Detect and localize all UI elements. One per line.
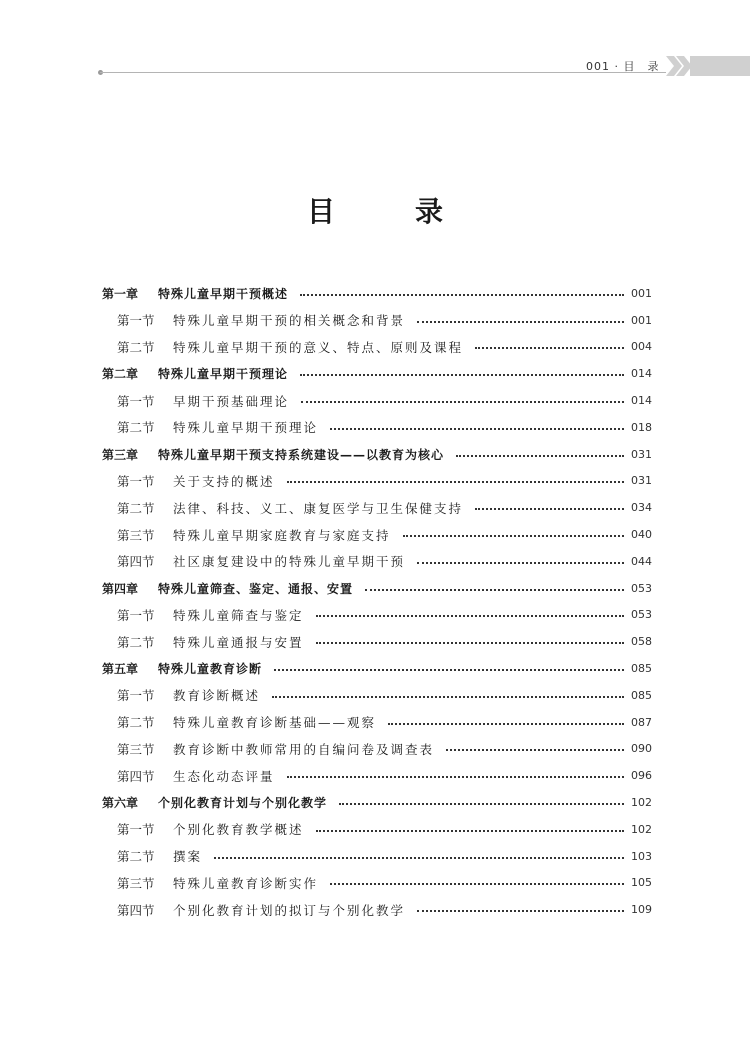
toc-entry-number: 第一节 xyxy=(117,822,155,838)
toc-page-number: 014 xyxy=(631,367,652,381)
toc-entry-number: 第三节 xyxy=(117,741,155,757)
toc-entry-number: 第四章 xyxy=(102,581,139,596)
dot-leader xyxy=(475,507,624,510)
dot-leader xyxy=(339,802,624,805)
toc-entry-number: 第二节 xyxy=(117,339,155,355)
dot-leader xyxy=(287,775,624,778)
toc-page-number: 085 xyxy=(631,662,652,676)
toc-page-number: 058 xyxy=(631,635,652,649)
toc-page-number: 034 xyxy=(631,501,652,515)
toc-page-number: 018 xyxy=(631,420,652,434)
toc-page-number: 105 xyxy=(631,876,652,890)
toc-page-number: 031 xyxy=(631,447,652,461)
dot-leader xyxy=(316,641,624,644)
toc-entry-number: 第二节 xyxy=(117,500,155,516)
dot-leader xyxy=(446,748,624,751)
toc-section-row[interactable] xyxy=(102,628,652,655)
page-title: 目 录 xyxy=(306,195,469,228)
toc-entry-title: 个别化教育计划的拟订与个别化教学 xyxy=(173,902,406,918)
toc-entry-title: 个别化教育教学概述 xyxy=(173,822,304,838)
dot-leader xyxy=(456,454,624,457)
dot-leader xyxy=(475,346,624,349)
toc-section-row[interactable] xyxy=(102,387,652,414)
toc-page-number: 102 xyxy=(631,822,652,836)
dot-leader xyxy=(301,400,624,403)
toc-entry-number: 第一节 xyxy=(117,393,155,409)
toc-entry-number: 第二章 xyxy=(102,367,139,382)
dot-leader xyxy=(316,614,624,617)
dot-leader xyxy=(272,695,624,698)
toc-page-number: 014 xyxy=(631,394,652,408)
toc-entry-title: 特殊儿童早期干预理论 xyxy=(173,420,319,436)
toc-entry-number: 第四节 xyxy=(117,554,155,570)
toc-entry-title: 关于支持的概述 xyxy=(173,473,275,489)
dot-leader xyxy=(214,856,624,859)
toc-section-row[interactable] xyxy=(102,521,652,548)
toc-page-number: 090 xyxy=(631,742,652,756)
toc-entry-number: 第一节 xyxy=(117,688,155,704)
toc-entry-title: 特殊儿童教育诊断 xyxy=(158,662,263,677)
dot-leader xyxy=(417,320,624,323)
toc-entry-title: 法律、科技、义工、康复医学与卫生保健支持 xyxy=(173,500,464,516)
toc-entry-number: 第一节 xyxy=(117,473,155,489)
dot-leader xyxy=(300,373,624,376)
toc-entry-title: 特殊儿童早期干预的相关概念和背景 xyxy=(173,313,406,329)
dot-leader xyxy=(330,427,624,430)
toc-section-row[interactable] xyxy=(102,548,652,575)
toc-entry-number: 第五章 xyxy=(102,662,139,677)
toc-section-row[interactable] xyxy=(102,307,652,334)
toc-page-number: 040 xyxy=(631,528,652,542)
toc-entry-number: 第二节 xyxy=(117,715,155,731)
toc-entry-number: 第四节 xyxy=(117,902,155,918)
table-of-contents xyxy=(102,280,652,923)
toc-page-number: 001 xyxy=(631,286,652,300)
toc-entry-title: 特殊儿童教育诊断实作 xyxy=(173,875,319,891)
toc-entry-number: 第一节 xyxy=(117,313,155,329)
toc-entry-title: 教育诊断中教师常用的自编问卷及调查表 xyxy=(173,741,435,757)
toc-section-row[interactable] xyxy=(102,736,652,763)
toc-chapter-row[interactable] xyxy=(102,789,652,816)
toc-entry-number: 第一章 xyxy=(102,286,139,301)
toc-entry-number: 第二节 xyxy=(117,420,155,436)
toc-section-row[interactable] xyxy=(102,870,652,897)
toc-chapter-row[interactable] xyxy=(102,360,652,387)
toc-section-row[interactable] xyxy=(102,334,652,361)
chevron-right-icon xyxy=(666,56,750,76)
toc-entry-title: 早期干预基础理论 xyxy=(173,393,290,409)
toc-section-row[interactable] xyxy=(102,682,652,709)
toc-entry-title: 特殊儿童早期家庭教育与家庭支持 xyxy=(173,527,391,543)
dot-leader xyxy=(417,561,624,564)
toc-entry-number: 第二节 xyxy=(117,849,155,865)
toc-page-number: 102 xyxy=(631,796,652,810)
toc-entry-title: 特殊儿童早期干预支持系统建设——以教育为核心 xyxy=(158,447,445,462)
header-rule xyxy=(100,72,666,73)
toc-entry-number: 第六章 xyxy=(102,796,139,811)
toc-section-row[interactable] xyxy=(102,896,652,923)
toc-entry-number: 第三节 xyxy=(117,527,155,543)
toc-entry-title: 撰案 xyxy=(173,849,203,865)
toc-section-row[interactable] xyxy=(102,494,652,521)
toc-page-number: 001 xyxy=(631,313,652,327)
toc-entry-number: 第一节 xyxy=(117,607,155,623)
toc-page-number: 096 xyxy=(631,769,652,783)
dot-leader xyxy=(388,722,624,725)
toc-chapter-row[interactable] xyxy=(102,280,652,307)
toc-entry-title: 特殊儿童筛查、鉴定、通报、安置 xyxy=(158,581,354,596)
dot-leader xyxy=(316,829,624,832)
toc-section-row[interactable] xyxy=(102,414,652,441)
toc-entry-title: 教育诊断概述 xyxy=(173,688,261,704)
toc-chapter-row[interactable] xyxy=(102,441,652,468)
dot-leader xyxy=(330,882,624,885)
dot-leader xyxy=(287,480,624,483)
toc-entry-number: 第三章 xyxy=(102,447,139,462)
dot-leader xyxy=(403,534,624,537)
toc-page-number: 053 xyxy=(631,608,652,622)
toc-page-number: 053 xyxy=(631,581,652,595)
toc-section-row[interactable] xyxy=(102,709,652,736)
toc-page-number: 109 xyxy=(631,903,652,917)
toc-chapter-row[interactable] xyxy=(102,575,652,602)
toc-entry-title: 特殊儿童筛查与鉴定 xyxy=(173,607,304,623)
toc-section-row[interactable] xyxy=(102,843,652,870)
toc-entry-title: 特殊儿童通报与安置 xyxy=(173,634,304,650)
dot-leader xyxy=(365,588,624,591)
toc-section-row[interactable] xyxy=(102,816,652,843)
dot-leader xyxy=(274,668,624,671)
toc-entry-number: 第三节 xyxy=(117,875,155,891)
toc-page-number: 004 xyxy=(631,340,652,354)
toc-section-row[interactable] xyxy=(102,468,652,495)
toc-chapter-row[interactable] xyxy=(102,655,652,682)
toc-section-row[interactable] xyxy=(102,762,652,789)
toc-page-number: 103 xyxy=(631,849,652,863)
toc-section-row[interactable] xyxy=(102,602,652,629)
toc-entry-title: 生态化动态评量 xyxy=(173,768,275,784)
toc-entry-number: 第二节 xyxy=(117,634,155,650)
toc-entry-title: 特殊儿童早期干预概述 xyxy=(158,286,289,301)
toc-entry-title: 特殊儿童早期干预理论 xyxy=(158,367,289,382)
toc-page-number: 085 xyxy=(631,688,652,702)
toc-page-number: 087 xyxy=(631,715,652,729)
toc-entry-title: 个别化教育计划与个别化教学 xyxy=(158,796,328,811)
toc-entry-number: 第四节 xyxy=(117,768,155,784)
dot-leader xyxy=(300,293,624,296)
dot-leader xyxy=(417,909,624,912)
toc-entry-title: 特殊儿童教育诊断基础——观察 xyxy=(173,715,377,731)
toc-entry-title: 特殊儿童早期干预的意义、特点、原则及课程 xyxy=(173,339,464,355)
toc-entry-title: 社区康复建设中的特殊儿童早期干预 xyxy=(173,554,406,570)
running-header: 001 · 目 录 xyxy=(586,60,660,73)
toc-page-number: 031 xyxy=(631,474,652,488)
toc-page-number: 044 xyxy=(631,554,652,568)
